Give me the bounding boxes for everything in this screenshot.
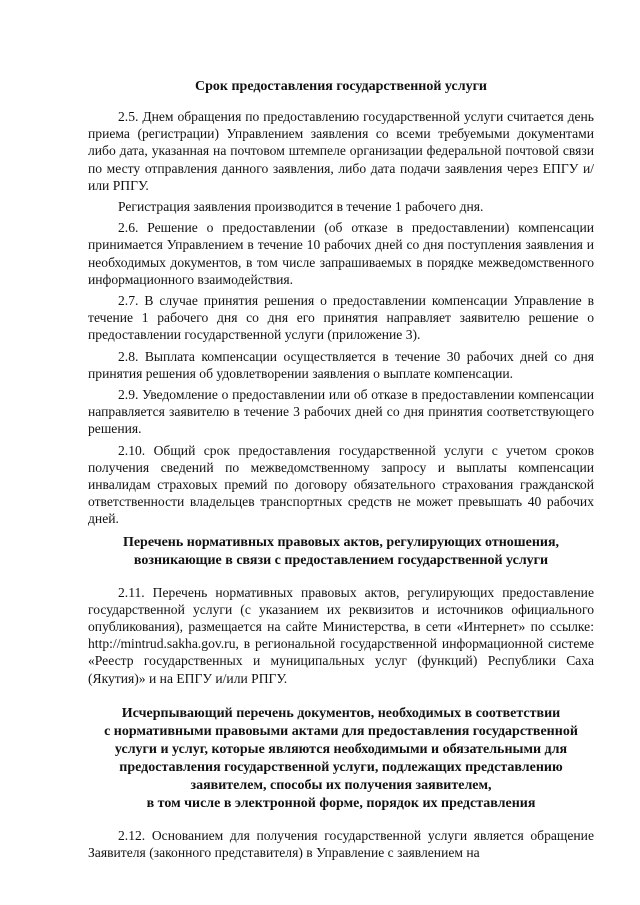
paragraph-registration: Регистрация заявления производится в течение 1 рабочего дня. — [118, 199, 484, 215]
paragraph-2-9: 2.9. Уведомление о предоставлении или об отказе в предоставлении компенсации направляется заявителю в течение 3 рабочих дней со дня принятия соответствующего решения. — [88, 387, 594, 437]
paragraph-2-5: 2.5. Днем обращения по предоставлению государственной услуги считается день приема (регистрации) Управлением заявления со всеми требуемыми документами либо дата, указанная на почтовом штемпеле организации федеральной почтовой связи по месту отправления данного заявления, либо дата подачи заявления через ЕПГУ и/или РПГУ. — [88, 109, 594, 193]
section-title-line: возникающие в связи с предоставлением государственной услуги — [133, 552, 549, 568]
section-title-line: в том числе в электронной форме, порядок их представления — [146, 795, 536, 811]
section-title-line: с нормативными правовыми актами для предоставления государственной — [104, 723, 578, 739]
section-title-line: заявителем, способы их получения заявителем, — [190, 777, 492, 793]
paragraph-2-7: 2.7. В случае принятия решения о предоставлении компенсации Управление в течение 1 рабочего дня со дня его принятия направляет заявителю решение о предоставлении государственной услуги (приложение 3). — [88, 293, 594, 343]
section-title-line: Исчерпывающий перечень документов, необходимых в соответствии — [121, 705, 561, 721]
section-title-line: Перечень нормативных правовых актов, регулирующих отношения, — [122, 534, 560, 550]
section-title-documents-list — [88, 705, 594, 813]
paragraph-2-10: 2.10. Общий срок предоставления государственной услуги с учетом сроков получения сведений по межведомственному запросу и выплаты компенсации инвалидам страховых премий по договору обязательного страхования гражданской ответственности владельцев транспортных средств не может превышать 40 рабочих дней. — [88, 442, 594, 527]
paragraph-2-11: 2.11. Перечень нормативных правовых актов, регулирующих предоставление государственной услуги (с указанием их реквизитов и источников официального опубликования), размещается на сайте Министерства, в сети «Интернет» по ссылке: http://mintrud.sakha.gov.ru, в региональной государственной информационной системе «Реестр государственных и муниципальных услуг (функций) Республики Саха (Якутия)» и на ЕПГУ и/или РПГУ. — [88, 584, 594, 686]
section-title-legal-acts — [88, 534, 594, 570]
paragraph-2-8: 2.8. Выплата компенсации осуществляется в течение 30 рабочих дней со дня принятия решения об удовлетворении заявления о выплате компенсации. — [88, 348, 594, 381]
section-title-line: услуги и услуг, которые являются необходимыми и обязательными для — [114, 741, 568, 757]
section-title-service-term: Срок предоставления государственной услуги — [195, 79, 487, 94]
paragraph-2-12: 2.12. Основанием для получения государственной услуги является обращение Заявителя (законного представителя) в Управление с заявлением на — [88, 827, 594, 861]
section-title-line: предоставления государственной услуги, подлежащих представлению — [119, 759, 563, 775]
paragraph-2-6: 2.6. Решение о предоставлении (об отказе в предоставлении) компенсации принимается Управлением в течение 10 рабочих дней со дня поступления заявления и необходимых документов, в том числе запрашиваемых в порядке межведомственного информационного взаимодействия. — [88, 220, 594, 287]
document-page — [88, 78, 594, 865]
